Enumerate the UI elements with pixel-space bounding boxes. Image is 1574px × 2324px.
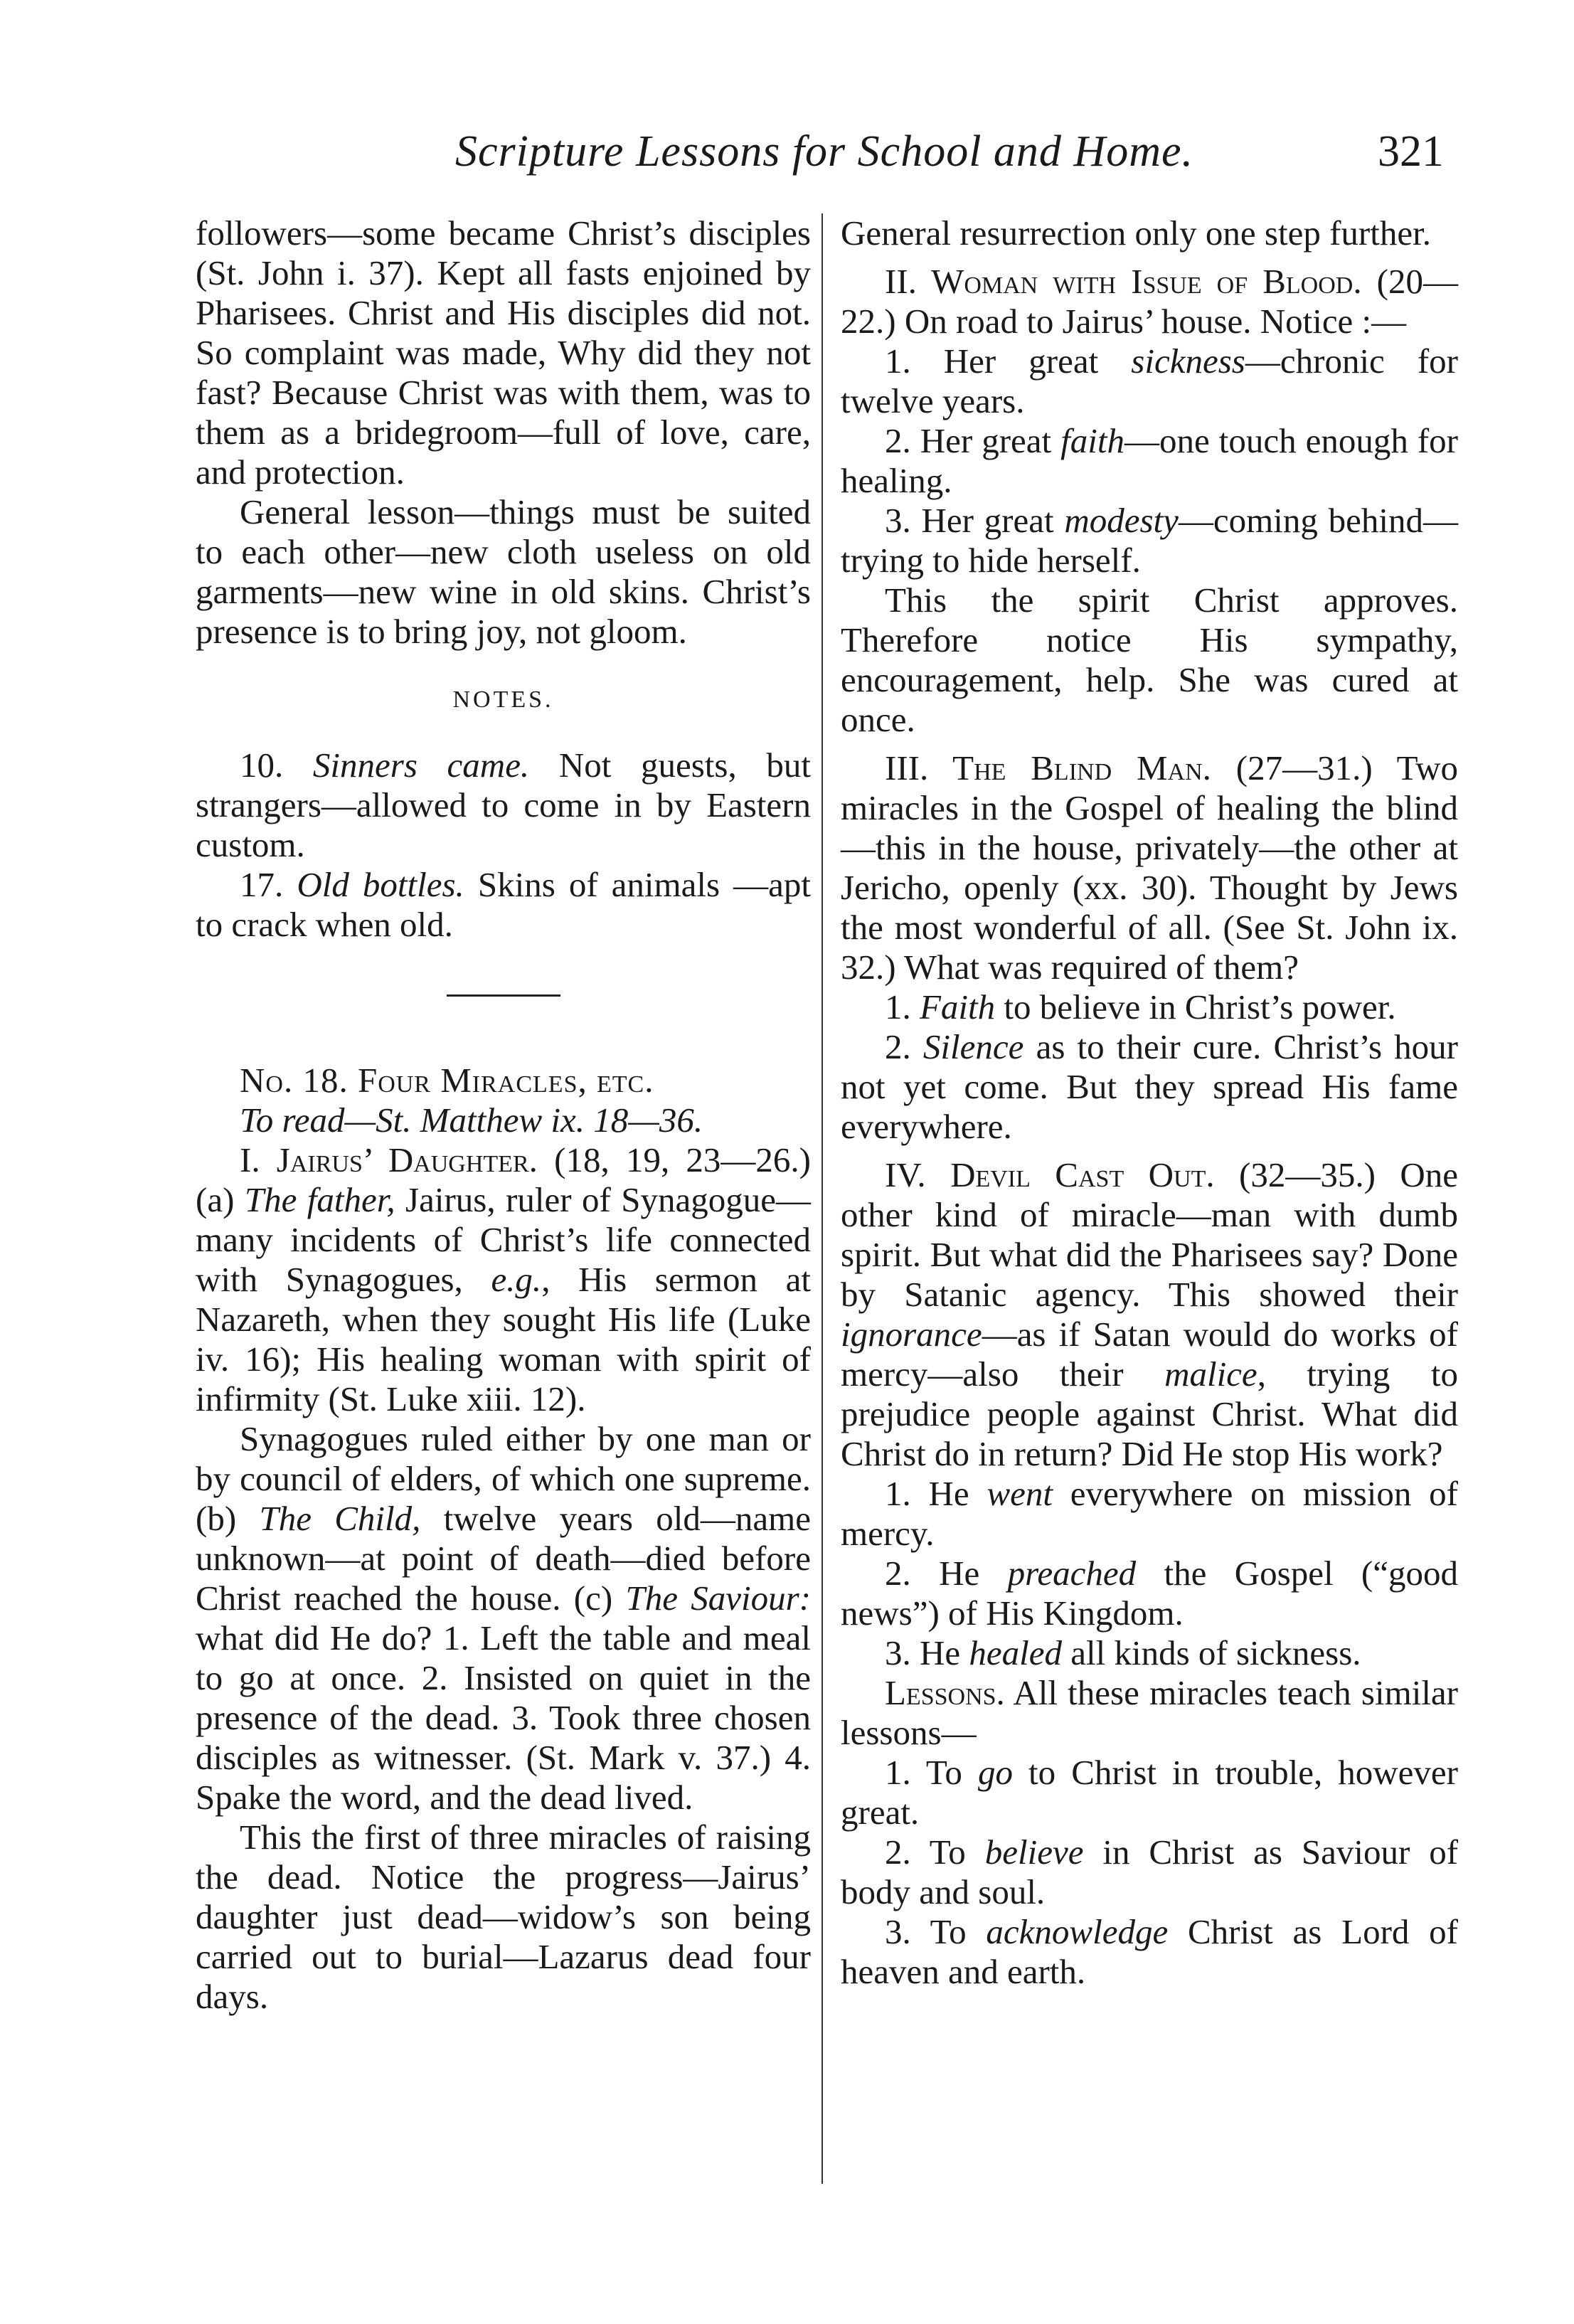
left-column: [196, 213, 811, 2017]
list-item: 1. Faith to believe in Christ’s power.: [885, 987, 1396, 1026]
running-title: Scripture Lessons for School and Home.: [455, 127, 1193, 176]
note-number: 17.: [240, 865, 284, 904]
lessons-paragraph: Lessons. All these miracles teach similar lessons—: [841, 1673, 1458, 1752]
list-item: 3. To acknowledge Christ as Lord of heaven and earth.: [841, 1912, 1458, 1991]
paragraph: General lesson—things must be suited to each other—new cloth useless on old garments—new wine in old skins. Christ’s presence is to bring joy, not gloom.: [196, 492, 811, 651]
list-item: 2. To believe in Christ as Saviour of body and soul.: [841, 1832, 1459, 1911]
lessons-heading: Lessons.: [885, 1673, 1005, 1712]
notes-heading: NOTES.: [452, 686, 554, 713]
section-blind-man: III. The Blind Man. (27—31.) Two miracles in the Gospel of healing the blind—this in the house, privately—the other at Jericho, openly (xx. 30). Thought by Jews the most wonderful of all. (See St. John ix. 32.) What was required of them?: [841, 748, 1458, 987]
list-item: 2. Silence as to their cure. Christ’s hour not yet come. But they spread His fame everywhere.: [841, 1027, 1458, 1146]
section-heading: II. Woman with Issue of Blood.: [885, 262, 1362, 301]
column-divider: [821, 213, 823, 2184]
note-10: [196, 746, 811, 865]
section-divider: [447, 994, 560, 997]
section-heading: IV. Devil Cast Out.: [885, 1155, 1215, 1194]
list-item: 2. Her great faith—one touch enough for healing.: [841, 421, 1458, 500]
lesson-heading: No. 18. Four Miracles, etc.: [240, 1061, 654, 1100]
note-term: Old bottles.: [297, 865, 464, 904]
list-item: 1. He went everywhere on mission of mercy.: [841, 1474, 1458, 1553]
right-column: [841, 213, 1458, 1992]
section-devil-cast-out: IV. Devil Cast Out. (32—35.) One other kind of miracle—man with dumb spirit. But what did the Pharisees say? Done by Satanic agency. This showed their ignorance—as if Satan would do works of mercy—also their malice, trying to prejudice people against Christ. What did Christ do in return? Did He stop His work?: [841, 1155, 1458, 1473]
paragraph: General resurrection only one step further.: [841, 213, 1431, 253]
page-header: [192, 107, 1444, 178]
section-heading: I. Jairus’ Daughter.: [240, 1140, 538, 1179]
section-jairus-daughter: I. Jairus’ Daughter. (18, 19, 23—26.) (a) The father, Jairus, ruler of Synagogue—many incidents of Christ’s life connected with Synagogues, e.g., His sermon at Nazareth, when they sought His life (Luke iv. 16); His healing woman with spirit of infirmity (St. Luke xiii. 12).: [196, 1140, 811, 1418]
paragraph: This the spirit Christ approves. Therefore notice His sympathy, encouragement, help. She was cured at once.: [841, 580, 1458, 739]
note-text: Skins of animals —apt to crack when old.: [196, 865, 812, 944]
paragraph: This the first of three miracles of raising the dead. Notice the progress—Jairus’ daughter just dead—widow’s son being carried out to burial—Lazarus dead four days.: [196, 1818, 811, 2016]
note-text: Not guests, but strangers—allowed to come in by Eastern custom.: [196, 746, 811, 864]
paragraph: followers—some became Christ’s disciples (St. John i. 37). Kept all fasts enjoined by Pharisees. Christ and His disciples did not. So complaint was made, Why did they not fast? Because Christ was with them, was to them as a bridegroom—full of love, care, and protection.: [196, 213, 811, 492]
paragraph: Synagogues ruled either by one man or by council of elders, of which one supreme. (b) The Child, twelve years old—name unknown—at point of death—died before Christ reached the house. (c) The Saviour: what did He do? 1. Left the table and meal to go at once. 2. Insisted on quiet in the presence of the dead. 3. Took three chosen disciples as witnesser. (St. Mark v. 37.) 4. Spake the word, and the dead lived.: [196, 1419, 812, 1817]
reading-reference: To read—St. Matthew ix. 18—36.: [240, 1100, 703, 1140]
section-woman-issue-of-blood: II. Woman with Issue of Blood. (20—22.) On road to Jairus’ house. Notice :—: [841, 262, 1458, 341]
list-item: 1. Her great sickness—chronic for twelve years.: [841, 341, 1458, 420]
page-number: 321: [1378, 127, 1444, 176]
list-item: 1. To go to Christ in trouble, however great.: [841, 1753, 1458, 1832]
note-number: 10.: [240, 746, 284, 785]
section-heading: III. The Blind Man.: [885, 748, 1211, 787]
note-17: [196, 865, 811, 945]
list-item: 3. He healed all kinds of sickness.: [885, 1633, 1361, 1672]
list-item: 3. Her great modesty—coming behind—trying to hide herself.: [841, 501, 1458, 580]
list-item: 2. He preached the Gospel (“good news”) of His Kingdom.: [841, 1554, 1459, 1633]
note-term: Sinners came.: [312, 746, 530, 785]
